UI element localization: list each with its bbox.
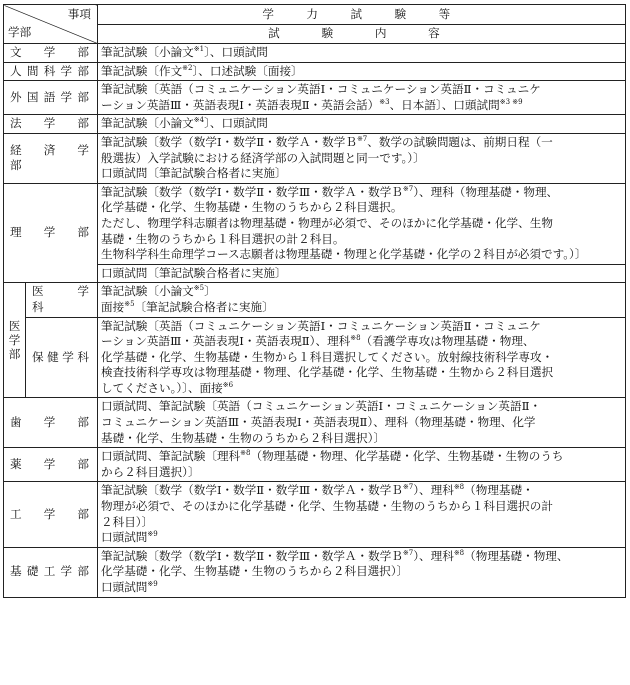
faculty-yakugaku: 薬 学 部 [4, 448, 98, 482]
content-keizai: 筆記試験〔数学（数学Ⅰ・数学Ⅱ・数学Ａ・数学Ｂ$^{※7}$、数学の試験問題は、前期日程（一 般選抜）入学試験における経済学部の入試問題と同一です。）〕 口頭試問〔筆記試験合格者に実施〕 [98, 133, 626, 183]
faculty-keizai: 経 済 学 部 [4, 133, 98, 183]
header-corner-bottom: 学部 [8, 25, 32, 40]
faculty-hoken: 保健学科 [26, 317, 98, 398]
content-rigaku-oral: 口頭試問〔筆記試験合格者に実施〕 [98, 264, 626, 283]
header-corner-top: 事項 [67, 7, 91, 21]
content-rigaku-written: 筆記試験〔数学（数学Ⅰ・数学Ⅱ・数学Ⅲ・数学Ａ・数学Ｂ$^{※7}$）、理科（物理基礎・物理、 化学基礎・化学、生物基礎・生物のうちから２科目選択。 ただし、物理学科志願者は物理基礎・物理が必須で、そのほかに化学基礎・化学、生物 基礎・生物のうちから１科目選択の計２科目。 生物科学科生命理学コース志願者は物理基礎・物理と化学基礎・化学の２科目が必須です。）〕 [98, 183, 626, 264]
header-column-title: 学 力 試 験 等 [98, 5, 626, 25]
faculty-shigaku: 歯 学 部 [4, 398, 98, 448]
faculty-hougaku: 法 学 部 [4, 115, 98, 134]
content-kougaku: 筆記試験〔数学（数学Ⅰ・数学Ⅱ・数学Ⅲ・数学Ａ・数学Ｂ$^{※7}$）、理科$^{※8}$（物理基礎・ 物理が必須で、そのほかに化学基礎・化学、生物基礎・生物のうちから１科目選択の計 ２科目）〕 口頭試問$^{※9}$ [98, 482, 626, 547]
header-corner-cell [4, 5, 98, 44]
faculty-kougaku: 工 学 部 [4, 482, 98, 547]
faculty-rigaku: 理 学 部 [4, 183, 98, 283]
content-hoken: 筆記試験〔英語（コミュニケーション英語Ⅰ・コミュニケーション英語Ⅱ・コミュニケ ーション英語Ⅲ・英語表現Ⅰ・英語表現Ⅱ）、理科$^{※8}$（看護学専攻は物理基礎・物理、 化学基礎・化学、生物基礎・生物から１科目選択してください。放射線技術科学専攻・ 検査技術科学専攻は物理基礎・物理、化学基礎・化学、生物基礎・生物から２科目選択 してください。）〕、面接$^{※6}$ [98, 317, 626, 398]
content-ningen: 筆記試験〔作文$^{※2}$〕、口述試験〔面接〕 [98, 62, 626, 81]
content-igakuka: 筆記試験〔小論文$^{※5}$〕 面接$^{※5}$〔筆記試験合格者に実施〕 [98, 283, 626, 317]
content-bungaku: 筆記試験〔小論文$^{※1}$〕、口頭試問 [98, 44, 626, 63]
content-yakugaku: 口頭試問、筆記試験〔理科$^{※8}$（物理基礎・物理、化学基礎・化学、生物基礎・生物のうち から２科目選択）〕 [98, 448, 626, 482]
content-shigaku: 口頭試問、筆記試験〔英語（コミュニケーション英語Ⅰ・コミュニケーション英語Ⅱ・ コミュニケーション英語Ⅲ・英語表現Ⅰ・英語表現Ⅱ）、理科（物理基礎・物理、化学 基礎・化学、生物基礎・生物のうちから２科目選択）〕 [98, 398, 626, 448]
faculty-igaku-outer: 医学部 [4, 283, 26, 398]
faculty-bungaku: 文 学 部 [4, 44, 98, 63]
header-column-subtitle: 試 験 内 容 [98, 25, 626, 44]
content-gaikoku: 筆記試験〔英語（コミュニケーション英語Ⅰ・コミュニケーション英語Ⅱ・コミュニケ ーション英語Ⅲ・英語表現Ⅰ・英語表現Ⅱ・英語会話）$^{※3}$、日本語〕、口頭試問$^{※3 ※9}$ [98, 81, 626, 115]
faculty-ningen: 人間科学部 [4, 62, 98, 81]
content-kiso: 筆記試験〔数学（数学Ⅰ・数学Ⅱ・数学Ⅲ・数学Ａ・数学Ｂ$^{※7}$）、理科$^{※8}$（物理基礎・物理、 化学基礎・化学、生物基礎・生物のうちから２科目選択）〕 口頭試問$^{※9}$ [98, 547, 626, 597]
faculty-gaikoku: 外国語学部 [4, 81, 98, 115]
faculty-kiso: 基礎工学部 [4, 547, 98, 597]
exam-content-table [3, 4, 626, 598]
faculty-igakuka: 医 学 科 [26, 283, 98, 317]
content-hougaku: 筆記試験〔小論文$^{※4}$〕、口頭試問 [98, 115, 626, 134]
